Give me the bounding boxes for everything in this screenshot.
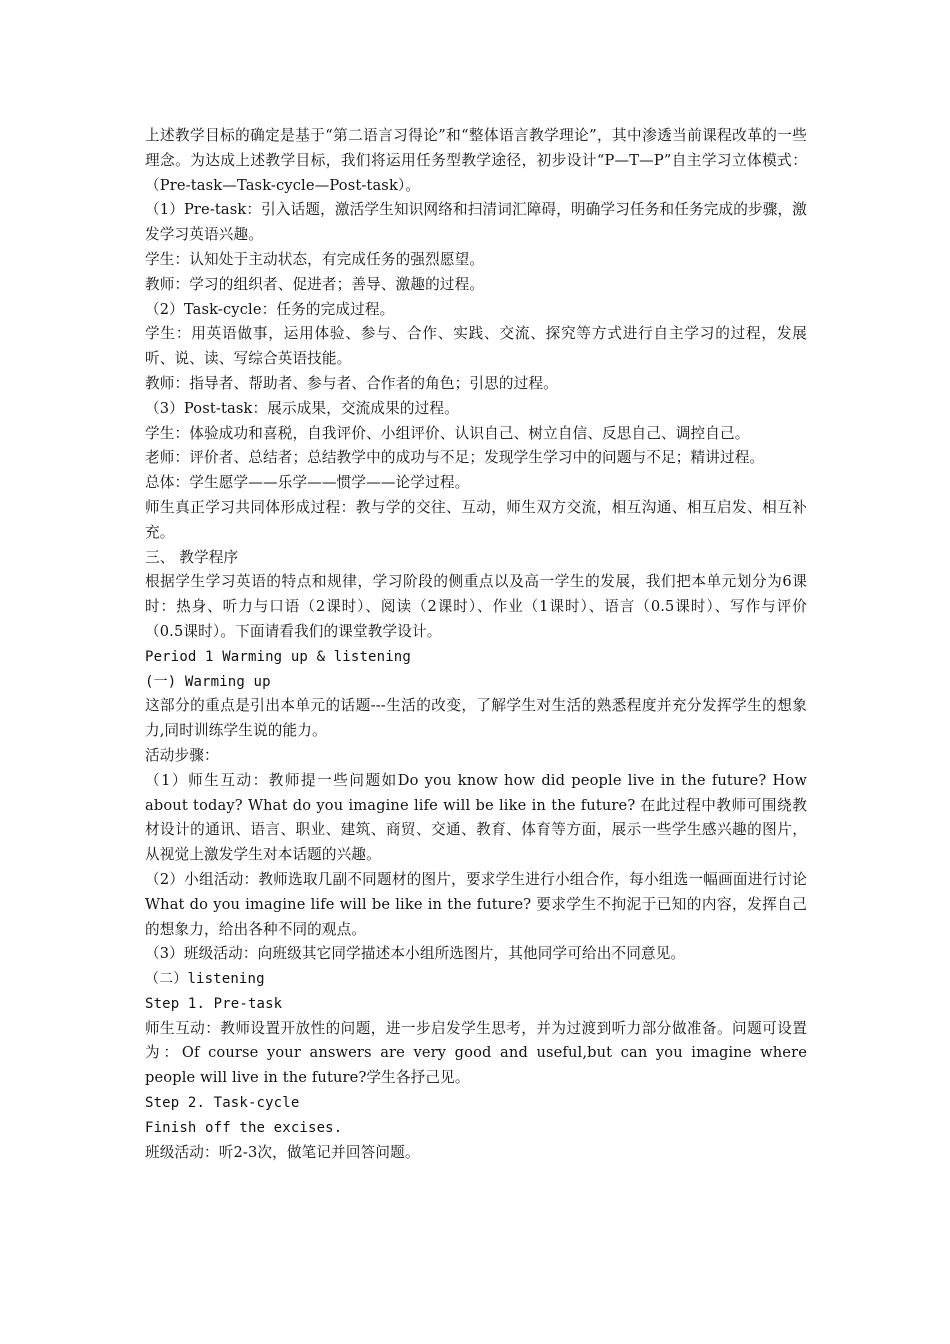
paragraph-post-task-teacher: 老师：评价者、总结者；总结教学中的成功与不足；发现学生学习中的问题与不足；精讲过程。 <box>145 449 765 467</box>
paragraph-post-task-student: 学生：体验成功和喜税，自我评价、小组评价、认识自己、树立自信、反思自己、调控自己。 <box>145 424 750 442</box>
paragraph-activity-steps: 活动步骤： <box>145 746 219 764</box>
paragraph-task-cycle: （2）Task-cycle：任务的完成过程。 <box>145 300 395 318</box>
period-heading: Period 1 Warming up & listening <box>145 648 411 665</box>
paragraph-warming-up-focus: 这部分的重点是引出本单元的话题---生活的改变，了解学生对生活的熟悉程度并充分发挥学生的想象力,同时训练学生说的能力。 <box>145 697 807 740</box>
paragraph-pre-task-teacher: 教师：学习的组织者、促进者；善导、激趣的过程。 <box>145 275 485 293</box>
step-2-heading: Step 2. Task-cycle <box>145 1095 300 1112</box>
paragraph-post-task: （3）Post-task：展示成果，交流成果的过程。 <box>145 399 459 417</box>
paragraph-step-1: 师生互动：教师设置开放性的问题，进一步启发学生思考，并为过渡到听力部分做准备。问题可设置为：Of course your answers are very good and useful,but can you imagine where people will live in the future?学生各抒己见。 <box>145 1019 807 1087</box>
section-heading-procedure: 三、 教学程序 <box>145 548 239 566</box>
paragraph-intro: 上述教学目标的确定是基于“第二语言习得论”和“整体语言教学理论”，其中渗透当前课程改革的一些理念。为达成上述教学目标，我们将运用任务型教学途径，初步设计“P—T—P”自主学习立体模式：（Pre-task—Task-cycle—Post-task）。 <box>145 127 807 194</box>
step-1-heading: Step 1. Pre-task <box>145 995 283 1012</box>
paragraph-community: 师生真正学习共同体形成过程：教与学的交往、互动，师生双方交流，相互沟通、相互启发、相互补充。 <box>145 498 807 541</box>
paragraph-periods: 根据学生学习英语的特点和规律，学习阶段的侧重点以及高一学生的发展，我们把本单元划分为6课时：热身、听力与口语（2课时）、阅读（2课时）、作业（1课时）、语言（0.5课时）、写作与评价（0.5课时）。下面请看我们的课堂教学设计。 <box>145 573 807 640</box>
paragraph-task-cycle-teacher: 教师：指导者、帮助者、参与者、合作者的角色；引思的过程。 <box>145 374 558 392</box>
subheading-listening: （二）listening <box>145 971 265 988</box>
paragraph-pre-task-student: 学生：认知处于主动状态，有完成任务的强烈愿望。 <box>145 250 485 268</box>
paragraph-step-group: （2）小组活动：教师选取几副不同题材的图片，要求学生进行小组合作，每小组选一幅画面进行讨论What do you imagine life will be like in the future? 要求学生不拘泥于已知的内容，发挥自己的想象力，给出各种不同的观点。 <box>145 870 807 938</box>
document-body <box>145 124 807 1165</box>
paragraph-task-cycle-student: 学生：用英语做事，运用体验、参与、合作、实践、交流、探究等方式进行自主学习的过程，发展听、说、读、写综合英语技能。 <box>145 325 807 368</box>
paragraph-pre-task: （1）Pre-task：引入话题，激活学生知识网络和扫清词汇障碍，明确学习任务和任务完成的步骤，激发学习英语兴趣。 <box>145 201 807 244</box>
paragraph-finish-excises: Finish off the excises. <box>145 1119 343 1136</box>
paragraph-class-listening: 班级活动：听2-3次，做笔记并回答问题。 <box>145 1143 420 1161</box>
paragraph-step-class: （3）班级活动：向班级其它同学描述本小组所选图片，其他同学可给出不同意见。 <box>145 945 686 963</box>
subheading-warming-up: (一) Warming up <box>145 673 271 690</box>
paragraph-overall: 总体：学生愿学——乐学——惯学——论学过程。 <box>145 474 470 492</box>
paragraph-step-interaction: （1）师生互动：教师提一些问题如Do you know how did people live in the future? How about today? What do you imagine life will be like in the future? 在此过程中教师可围绕教材设计的通讯、语言、职业、建筑、商贸、交通、教育、体育等方面，展示一些学生感兴趣的图片，从视觉上激发学生对本话题的兴趣。 <box>145 771 807 864</box>
